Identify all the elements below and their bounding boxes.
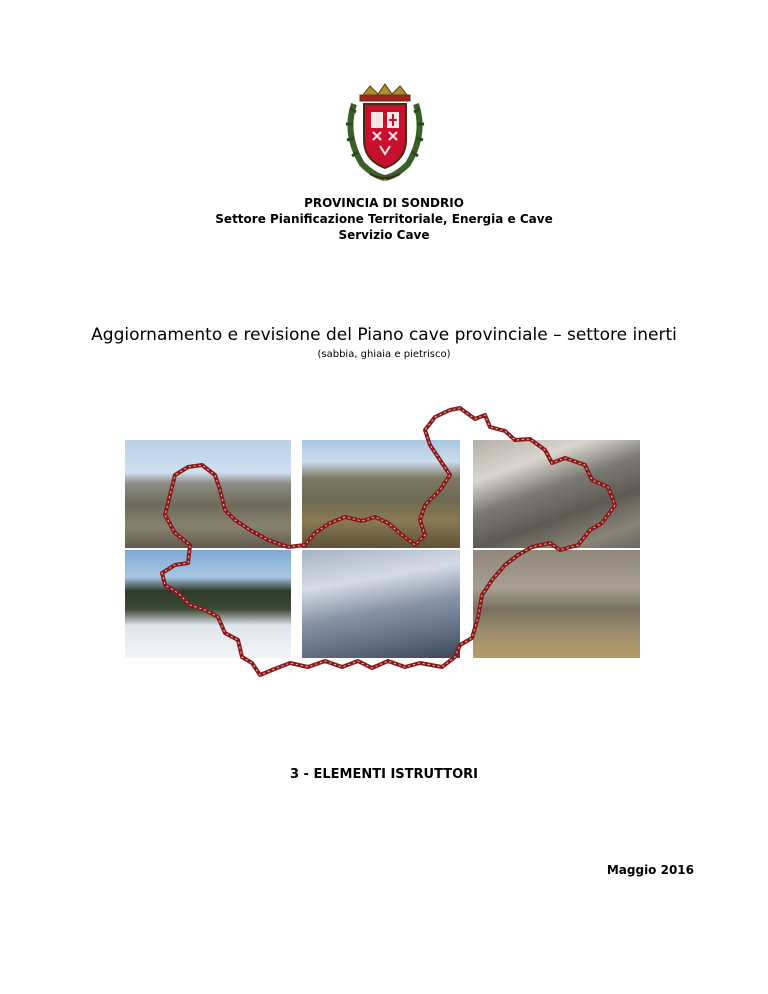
photo-collage — [120, 405, 645, 680]
document-date: Maggio 2016 — [606, 863, 694, 877]
province-boundary-outline — [120, 405, 645, 680]
province-name: PROVINCIA DI SONDRIO — [304, 196, 464, 210]
document-title: Aggiornamento e revisione del Piano cave provinciale – settore inerti — [91, 325, 677, 345]
document-subtitle: (sabbia, ghiaia e pietrisco) — [317, 349, 451, 360]
coat-of-arms-icon — [340, 82, 430, 182]
service-name: Servizio Cave — [338, 228, 430, 242]
sector-name: Settore Pianificazione Territoriale, Energia e Cave — [215, 212, 553, 226]
section-heading: 3 - ELEMENTI ISTRUTTORI — [289, 767, 479, 782]
